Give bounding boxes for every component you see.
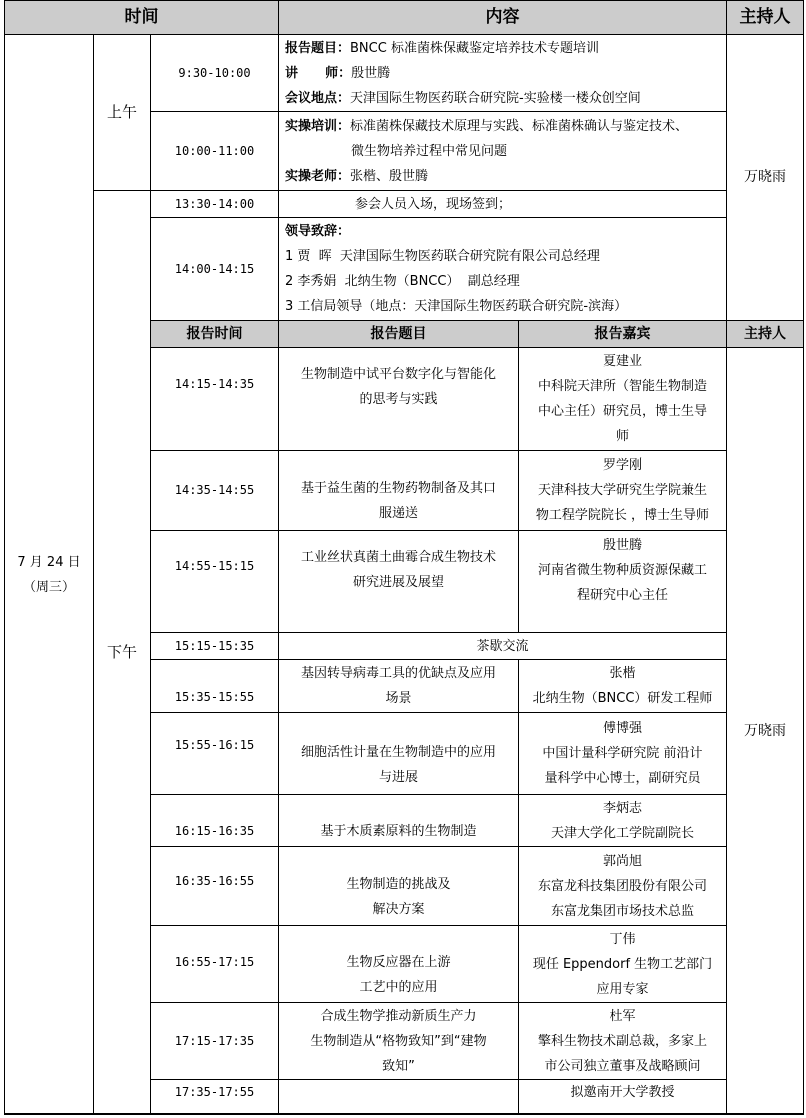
talk-topic (278, 712, 519, 795)
talk-topic (278, 846, 519, 926)
speech-item: 2 李秀娟 北纳生物（BNCC） 副总经理 (285, 274, 520, 289)
topic-line: 基因转导病毒工具的优缺点及应用 (300, 666, 496, 681)
talk-speaker (518, 450, 727, 531)
topic-line: 生物反应器在上游 (346, 955, 451, 970)
talk-speaker (518, 1079, 727, 1115)
topic-line: 的思考与实践 (359, 392, 438, 407)
speaker-title: 现任 Eppendorf 生物工艺部门 (532, 956, 713, 972)
talk-speaker (518, 794, 727, 847)
speeches-content (278, 217, 727, 321)
speaker-title: 应用专家 (596, 981, 649, 997)
speaker-title: 中国计量科学研究院 前沿计 (542, 746, 703, 761)
header-content: 内容 (278, 0, 727, 35)
session-content (278, 34, 727, 112)
subheader-topic: 报告题目 (278, 320, 519, 348)
field-value: 天津国际生物医药联合研究院-实验楼一楼众创空间 (350, 90, 641, 106)
talk-time: 15:55-16:15 (150, 712, 279, 795)
topic-line: 服递送 (378, 505, 418, 521)
speaker-name: 丁伟 (609, 931, 636, 947)
talk-speaker (518, 1002, 727, 1080)
talk-topic (278, 530, 519, 633)
host-afternoon: 万晓雨 (726, 347, 804, 1115)
field-label: 实操培训： (285, 118, 351, 134)
speaker-name: 夏建业 (602, 354, 642, 369)
checkin-text: 参会人员入场，现场签到； (278, 190, 727, 218)
talk-topic (278, 925, 519, 1003)
date-line1: 7 月 24 日 (17, 554, 81, 570)
talk-topic (278, 1079, 519, 1115)
header-host: 主持人 (726, 0, 804, 35)
speaker-title: 天津大学化工学院副院长 (550, 825, 694, 841)
talk-speaker (518, 925, 727, 1003)
morning-label: 上午 (93, 34, 151, 191)
topic-line: 基于益生菌的生物药物制备及其口 (300, 480, 496, 496)
talk-time: 16:35-16:55 (150, 846, 279, 926)
topic-line: 生物制造的挑战及 (346, 877, 451, 892)
speaker-title: 量科学中心博士，副研究员 (544, 771, 701, 786)
speaker-name: 李炳志 (602, 800, 642, 816)
talk-time: 14:55-15:15 (150, 530, 279, 633)
speaker-name: 郭尚旭 (602, 853, 642, 869)
talk-time: 14:15-14:35 (150, 347, 279, 451)
field-label: 实操老师： (285, 168, 351, 184)
session-time: 10:00-11:00 (150, 111, 279, 191)
subheader-host: 主持人 (726, 320, 804, 348)
field-value: 标准菌株保藏技术原理与实践、标准菌株确认与鉴定技术、 (350, 118, 689, 134)
session-time: 9:30-10:00 (150, 34, 279, 112)
speeches-title: 领导致辞： (285, 224, 351, 239)
afternoon-label: 下午 (93, 190, 151, 1115)
speaker-title: 擎科生物技术副总裁，多家上 (537, 1033, 707, 1049)
talk-time: 17:15-17:35 (150, 1002, 279, 1080)
speaker-title: 天津科技大学研究生学院兼生 (537, 483, 707, 498)
field-value: 张楷、殷世腾 (350, 168, 429, 184)
field-label: 讲 师： (285, 65, 352, 81)
speaker-title: 中科院天津所（智能生物制造 (537, 379, 707, 394)
field-label: 会议地点： (285, 90, 351, 106)
talk-topic (278, 659, 519, 713)
speaker-title: 东富龙集团市场技术总监 (550, 903, 694, 919)
speaker-title: 河南省微生物种质资源保藏工 (537, 563, 707, 578)
break-label: 茶歇交流 (278, 632, 727, 660)
talk-topic (278, 347, 519, 451)
topic-line: 场景 (385, 691, 412, 706)
speaker-title: 北纳生物（BNCC）研发工程师 (532, 691, 713, 706)
talk-speaker (518, 659, 727, 713)
topic-line: 致知” (382, 1058, 415, 1074)
speaker-title: 市公司独立董事及战略顾问 (544, 1058, 701, 1074)
speech-item: 3 工信局领导（地点：天津国际生物医药联合研究院-滨海） (285, 299, 628, 314)
topic-line: 工业丝状真菌土曲霉合成生物技术 (300, 549, 496, 565)
topic-line: 生物制造中试平台数字化与智能化 (300, 367, 496, 382)
talk-time: 16:55-17:15 (150, 925, 279, 1003)
topic-line: 与进展 (378, 769, 418, 785)
talk-speaker (518, 712, 727, 795)
talk-topic (278, 1002, 519, 1080)
speaker-name: 张楷 (609, 666, 636, 681)
topic-line: 基于木质素原料的生物制造 (320, 824, 477, 839)
session-content (278, 111, 727, 191)
speaker-title: 中心主任）研究员，博士生导 (537, 404, 707, 419)
topic-line: 合成生物学推动新质生产力 (320, 1008, 477, 1024)
checkin-time: 13:30-14:00 (150, 190, 279, 218)
date-line2: （周三） (22, 579, 75, 595)
topic-line: 解决方案 (372, 902, 425, 917)
speech-item: 1 贾 晖 天津国际生物医药联合研究院有限公司总经理 (285, 249, 600, 264)
talk-topic (278, 794, 519, 847)
field-value: BNCC 标准菌株保藏鉴定培养技术专题培训 (350, 40, 599, 56)
subheader-time: 报告时间 (150, 320, 279, 348)
break-time: 15:15-15:35 (150, 632, 279, 660)
talk-speaker (518, 347, 727, 451)
talk-time: 15:35-15:55 (150, 659, 279, 713)
field-value: 微生物培养过程中常见问题 (351, 143, 508, 159)
speaker-title: 东富龙科技集团股份有限公司 (537, 878, 707, 894)
subheader-speaker: 报告嘉宾 (518, 320, 727, 348)
topic-line: 细胞活性计量在生物制造中的应用 (300, 744, 496, 760)
talk-speaker (518, 846, 727, 926)
field-value: 殷世腾 (351, 65, 391, 81)
speaker-title: 师 (615, 429, 629, 444)
talk-time: 17:35-17:55 (150, 1079, 279, 1115)
speaker-name: 殷世腾 (602, 538, 642, 553)
field-label: 报告题目： (285, 40, 351, 56)
host-morning: 万晓雨 (726, 34, 804, 321)
table-bottom-border (4, 1113, 804, 1115)
talk-speaker (518, 530, 727, 633)
speaker-title: 程研究中心主任 (576, 588, 668, 603)
speeches-time: 14:00-14:15 (150, 217, 279, 321)
speaker-title: 拟邀南开大学教授 (570, 1085, 675, 1100)
topic-line: 研究进展及展望 (352, 574, 444, 590)
header-time: 时间 (4, 0, 279, 35)
talk-topic (278, 450, 519, 531)
topic-line: 生物制造从“格物致知”到“建物 (310, 1033, 487, 1049)
speaker-name: 杜军 (609, 1008, 636, 1024)
speaker-name: 傅博强 (602, 721, 642, 736)
talk-time: 14:35-14:55 (150, 450, 279, 531)
topic-line: 工艺中的应用 (359, 980, 438, 995)
talk-time: 16:15-16:35 (150, 794, 279, 847)
speaker-name: 罗学刚 (602, 458, 642, 473)
date-cell (4, 34, 94, 1115)
speaker-title: 物工程学院院长 ，博士生导师 (535, 508, 710, 523)
